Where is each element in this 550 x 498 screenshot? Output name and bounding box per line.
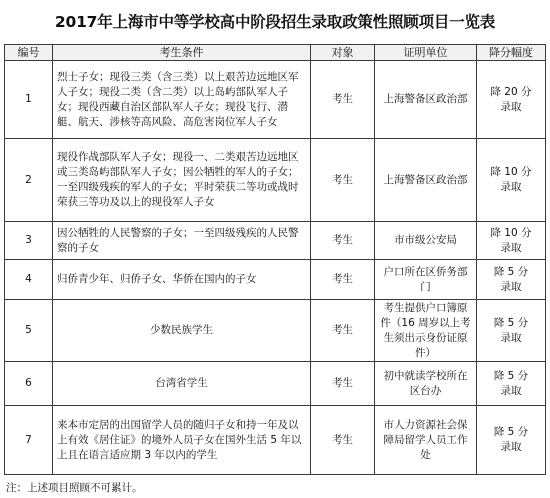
row-condition: 烈士子女；现役三类（含三类）以上艰苦边远地区军人子女；现役二类（含二类）以上岛屿部队军人子女；现役西藏自治区部队军人子女；现役飞行、潜艇、航天、涉核等高风险、高危害岗位军人子女 [53, 61, 311, 139]
row-reduction: 降 5 分 录取 [477, 300, 546, 362]
table-row [5, 260, 546, 300]
row-number: 6 [5, 362, 53, 406]
row-reduction: 降 10 分 录取 [477, 222, 546, 260]
row-reduction: 降 5 分 录取 [477, 362, 546, 406]
footnote: 注：上述项目照顾不可累计。 [6, 482, 143, 494]
row-target: 考生 [311, 61, 375, 139]
row-proof-unit: 户口所在区侨务部门 [375, 260, 477, 300]
row-condition: 台湾省学生 [53, 362, 311, 406]
row-target: 考生 [311, 260, 375, 300]
row-number: 5 [5, 300, 53, 362]
row-proof-unit: 上海警备区政治部 [375, 139, 477, 222]
header-target: 对象 [311, 45, 375, 61]
row-proof-unit: 上海警备区政治部 [375, 61, 477, 139]
table-header-row [5, 45, 546, 61]
row-condition: 归侨青少年、归侨子女、华侨在国内的子女 [53, 260, 311, 300]
row-condition: 少数民族学生 [53, 300, 311, 362]
row-reduction: 降 10 分 录取 [477, 139, 546, 222]
table-row [5, 300, 546, 362]
row-condition: 现役作战部队军人子女；现役一、二类艰苦边远地区或三类岛屿部队军人子女；因公牺牲的军人的子女；一至四级残疾的军人的子女；平时荣获二等功或战时荣获三等功及以上的现役军人子女 [53, 139, 311, 222]
table-row [5, 139, 546, 222]
table-row [5, 362, 546, 406]
table-row [5, 406, 546, 475]
row-reduction: 降 20 分 录取 [477, 61, 546, 139]
row-target: 考生 [311, 362, 375, 406]
row-reduction: 降 5 分 录取 [477, 260, 546, 300]
row-number: 2 [5, 139, 53, 222]
policy-table [4, 44, 546, 475]
table-row [5, 222, 546, 260]
page-title: 2017年上海市中等学校高中阶段招生录取政策性照顾项目一览表 [54, 13, 496, 31]
header-proof-unit: 证明单位 [375, 45, 477, 61]
row-number: 7 [5, 406, 53, 475]
row-target: 考生 [311, 222, 375, 260]
row-target: 考生 [311, 139, 375, 222]
table-row [5, 61, 546, 139]
row-number: 4 [5, 260, 53, 300]
row-proof-unit: 市市级公安局 [375, 222, 477, 260]
row-proof-unit: 市人力资源社会保障局留学人员工作处 [375, 406, 477, 475]
row-reduction: 降 5 分 录取 [477, 406, 546, 475]
header-number: 编号 [5, 45, 53, 61]
row-condition: 来本市定居的出国留学人员的随归子女和持一年及以上有效《居住证》的境外人员子女在国外生活 5 年以上且在语言适应期 3 年以内的学生 [53, 406, 311, 475]
row-number: 1 [5, 61, 53, 139]
row-target: 考生 [311, 406, 375, 475]
row-number: 3 [5, 222, 53, 260]
row-proof-unit: 考生提供户口簿原件（16 周岁以上考生须出示身份证原件） [375, 300, 477, 362]
row-target: 考生 [311, 300, 375, 362]
header-reduction: 降分幅度 [477, 45, 546, 61]
row-condition: 因公牺牲的人民警察的子女；一至四级残疾的人民警察的子女 [53, 222, 311, 260]
header-condition: 考生条件 [53, 45, 311, 61]
row-proof-unit: 初中就读学校所在区台办 [375, 362, 477, 406]
